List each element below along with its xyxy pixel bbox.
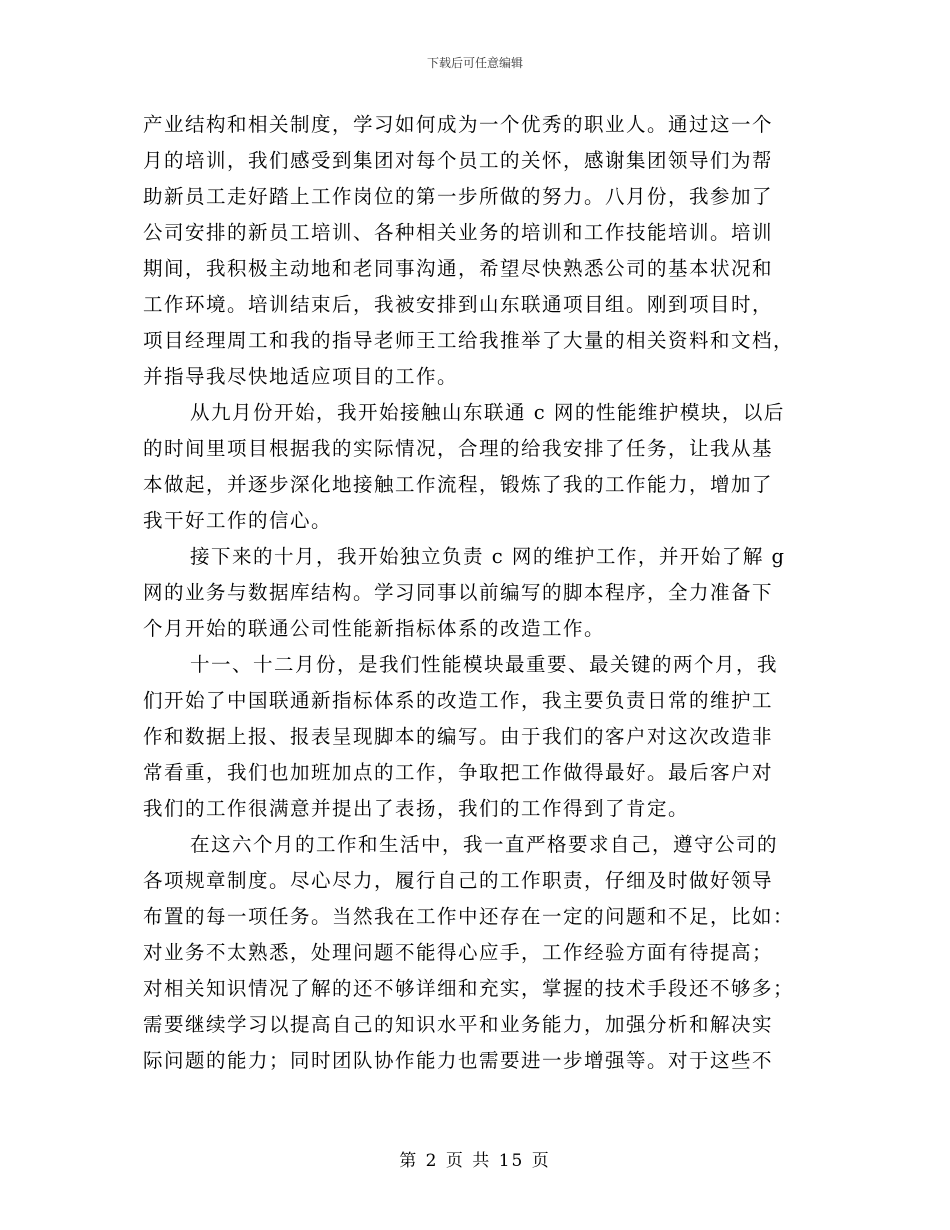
- text-line: 项目经理周工和我的指导老师王工给我推举了大量的相关资料和文档，: [143, 329, 795, 352]
- text-line: 期间，我积极主动地和老同事沟通，希望尽快熟悉公司的基本状况和: [143, 257, 774, 280]
- text-line: 对相关知识情况了解的还不够详细和充实，掌握的技术手段还不够多；: [143, 977, 795, 1000]
- text-line: 接下来的十月，我开始独立负责 c 网的维护工作，并开始了解 g: [190, 545, 786, 568]
- paragraph: [143, 647, 803, 827]
- text-line: 各项规章制度。尽心尽力，履行自己的工作职责，仔细及时做好领导: [143, 869, 774, 892]
- text-line: 工作环境。培训结束后，我被安排到山东联通项目组。刚到项目时，: [143, 293, 774, 316]
- text-line: 需要继续学习以提高自己的知识水平和业务能力，加强分析和解决实: [143, 1013, 774, 1036]
- text-line: 的时间里项目根据我的实际情况，合理的给我安排了任务，让我从基: [143, 437, 774, 460]
- paragraph: [143, 827, 803, 1079]
- text-line: 网的业务与数据库结构。学习同事以前编写的脚本程序，全力准备下: [143, 581, 774, 604]
- text-line: 对业务不太熟悉，处理问题不能得心应手，工作经验方面有待提高；: [143, 941, 774, 964]
- text-line: 产业结构和相关制度，学习如何成为一个优秀的职业人。通过这一个: [143, 113, 774, 136]
- text-line: 常看重，我们也加班加点的工作，争取把工作做得最好。最后客户对: [143, 761, 774, 784]
- text-line: 助新员工走好踏上工作岗位的第一步所做的努力。八月份，我参加了: [143, 185, 774, 208]
- text-line: 作和数据上报、报表呈现脚本的编写。由于我们的客户对这次改造非: [143, 725, 774, 748]
- text-line: 从九月份开始，我开始接触山东联通 c 网的性能维护模块，以后: [190, 401, 785, 424]
- text-line: 们开始了中国联通新指标体系的改造工作，我主要负责日常的维护工: [143, 689, 774, 712]
- text-line: 际问题的能力；同时团队协作能力也需要进一步增强等。对于这些不: [143, 1049, 774, 1072]
- text-line: 个月开始的联通公司性能新指标体系的改造工作。: [143, 617, 606, 640]
- paragraph: [143, 107, 803, 395]
- text-line: 公司安排的新员工培训、各种相关业务的培训和工作技能培训。培训: [143, 221, 774, 244]
- page-footer: 第 2 页 共 15 页: [399, 1151, 551, 1171]
- document-body: [143, 107, 803, 1079]
- text-line: 十一、十二月份，是我们性能模块最重要、最关键的两个月，我: [190, 653, 779, 676]
- paragraph: [143, 395, 803, 539]
- text-line: 我们的工作很满意并提出了表扬，我们的工作得到了肯定。: [143, 797, 690, 820]
- text-line: 我干好工作的信心。: [143, 509, 333, 532]
- header-note: 下载后可任意编辑: [426, 56, 523, 70]
- text-line: 并指导我尽快地适应项目的工作。: [143, 365, 459, 388]
- text-line: 月的培训，我们感受到集团对每个员工的关怀，感谢集团领导们为帮: [143, 149, 774, 172]
- text-line: 在这六个月的工作和生活中，我一直严格要求自己，遵守公司的: [190, 833, 779, 856]
- text-line: 本做起，并逐步深化地接触工作流程，锻炼了我的工作能力，增加了: [143, 473, 774, 496]
- paragraph: [143, 539, 803, 647]
- text-line: 布置的每一项任务。当然我在工作中还存在一定的问题和不足，比如：: [143, 905, 795, 928]
